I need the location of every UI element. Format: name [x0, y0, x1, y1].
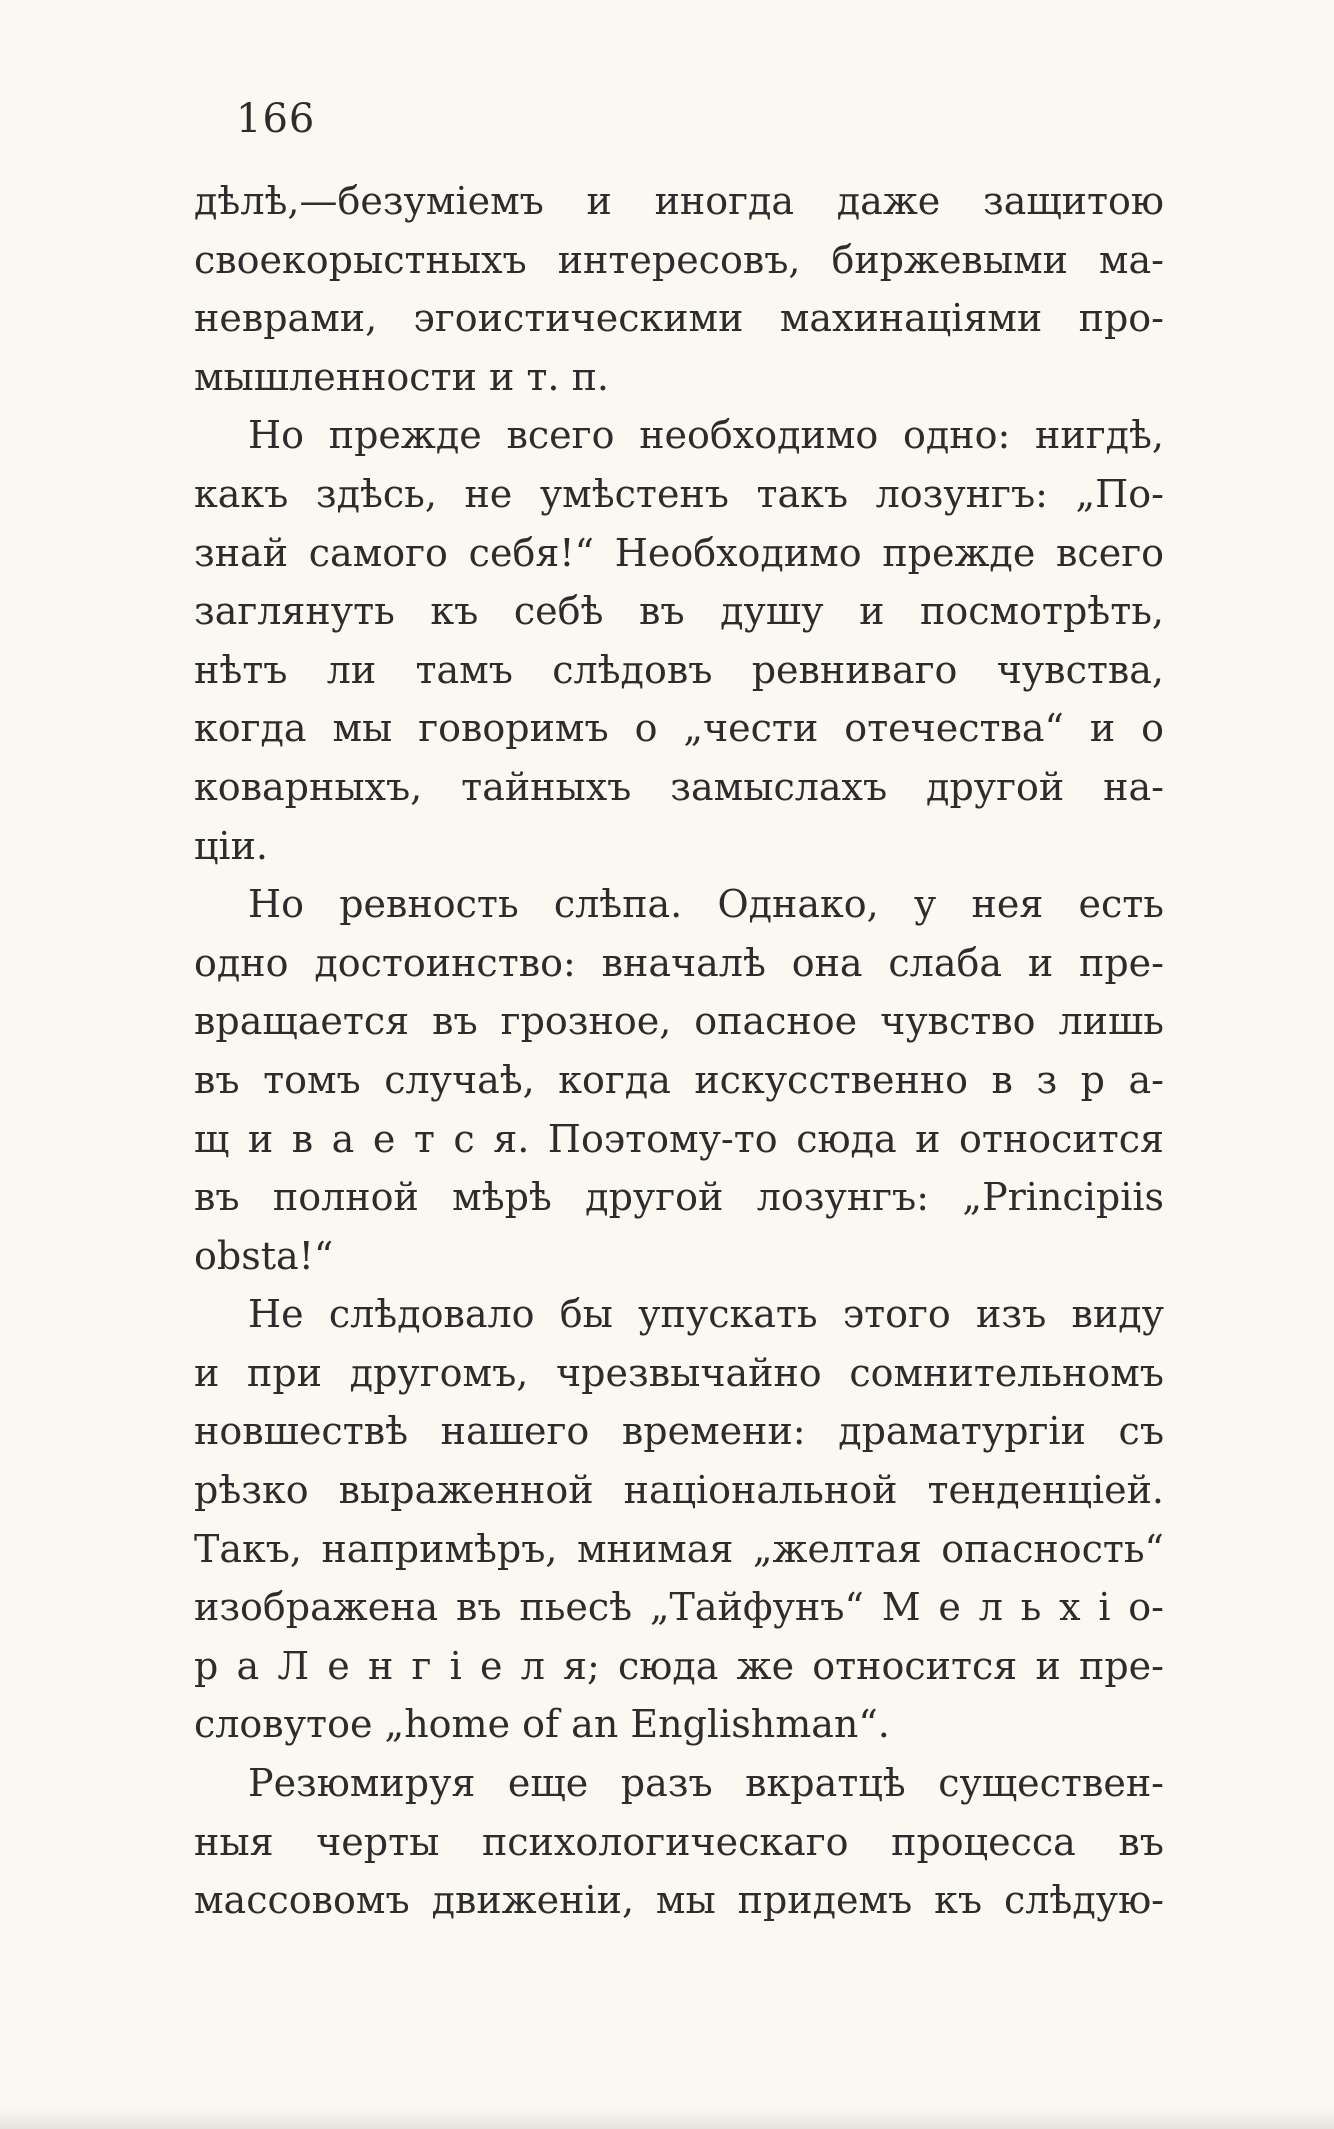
page-bottom-edge [0, 2107, 1334, 2129]
text-line: новшествѣ нашего времени: драматургіи съ [194, 1409, 1164, 1454]
text-line: ныя черты психологическаго процесса въ [194, 1819, 1164, 1864]
text-line: Такъ, напримѣръ, мнимая „желтая опасность“ [194, 1526, 1164, 1571]
text-line: коварныхъ, тайныхъ замыслахъ другой на- [194, 764, 1164, 809]
text-line: изображена въ пьесѣ „Тайфунъ“ М е л ь х і о- [194, 1585, 1164, 1630]
page-number: 166 [236, 96, 316, 142]
text-line: когда мы говоримъ о „чести отечества“ и о [194, 706, 1164, 751]
body-text [194, 172, 1164, 1930]
text-line: ціи. [194, 823, 268, 868]
text-line: Но ревность слѣпа. Однако, у нея есть [248, 882, 1164, 927]
text-line: obsta!“ [194, 1233, 334, 1278]
text-line: массовомъ движеніи, мы придемъ къ слѣдую- [194, 1878, 1164, 1923]
text-line: заглянуть къ себѣ въ душу и посмотрѣть, [194, 589, 1164, 634]
text-line: р а Л е н г і е л я; сюда же относится и пре- [194, 1643, 1164, 1688]
text-line: въ томъ случаѣ, когда искусственно в з р а- [194, 1057, 1164, 1102]
text-line: Не слѣдовало бы упускать этого изъ виду [248, 1292, 1164, 1337]
text-line: дѣлѣ,—безуміемъ и иногда даже защитою [194, 179, 1164, 223]
text-line: Но прежде всего необходимо одно: нигдѣ, [248, 413, 1164, 458]
text-line: рѣзко выраженной національной тенденціей. [194, 1468, 1164, 1513]
text-line: Резюмируя еще разъ вкратцѣ существен- [248, 1761, 1164, 1806]
text-line: своекорыстныхъ интересовъ, биржевыми ма- [194, 237, 1164, 282]
text-line: какъ здѣсь, не умѣстенъ такъ лозунгъ: „По- [194, 471, 1164, 516]
text-line: неврами, эгоистическими махинаціями про- [194, 296, 1164, 341]
text-line: щ и в а е т с я. Поэтому-то сюда и относится [194, 1116, 1164, 1161]
text-line: словутое „home of an Englishman“. [194, 1702, 890, 1747]
text-line: и при другомъ, чрезвычайно сомнительномъ [194, 1350, 1164, 1395]
text-line: мышленности и т. п. [194, 354, 609, 399]
text-line: нѣтъ ли тамъ слѣдовъ ревниваго чувства, [194, 647, 1164, 692]
text-line: одно достоинство: вначалѣ она слаба и пре- [194, 940, 1164, 985]
text-line: вращается въ грозное, опасное чувство лишь [194, 999, 1164, 1044]
text-line: знай самого себя!“ Необходимо прежде всего [194, 530, 1164, 575]
text-line: въ полной мѣрѣ другой лозунгъ: „Principiis [194, 1175, 1164, 1220]
